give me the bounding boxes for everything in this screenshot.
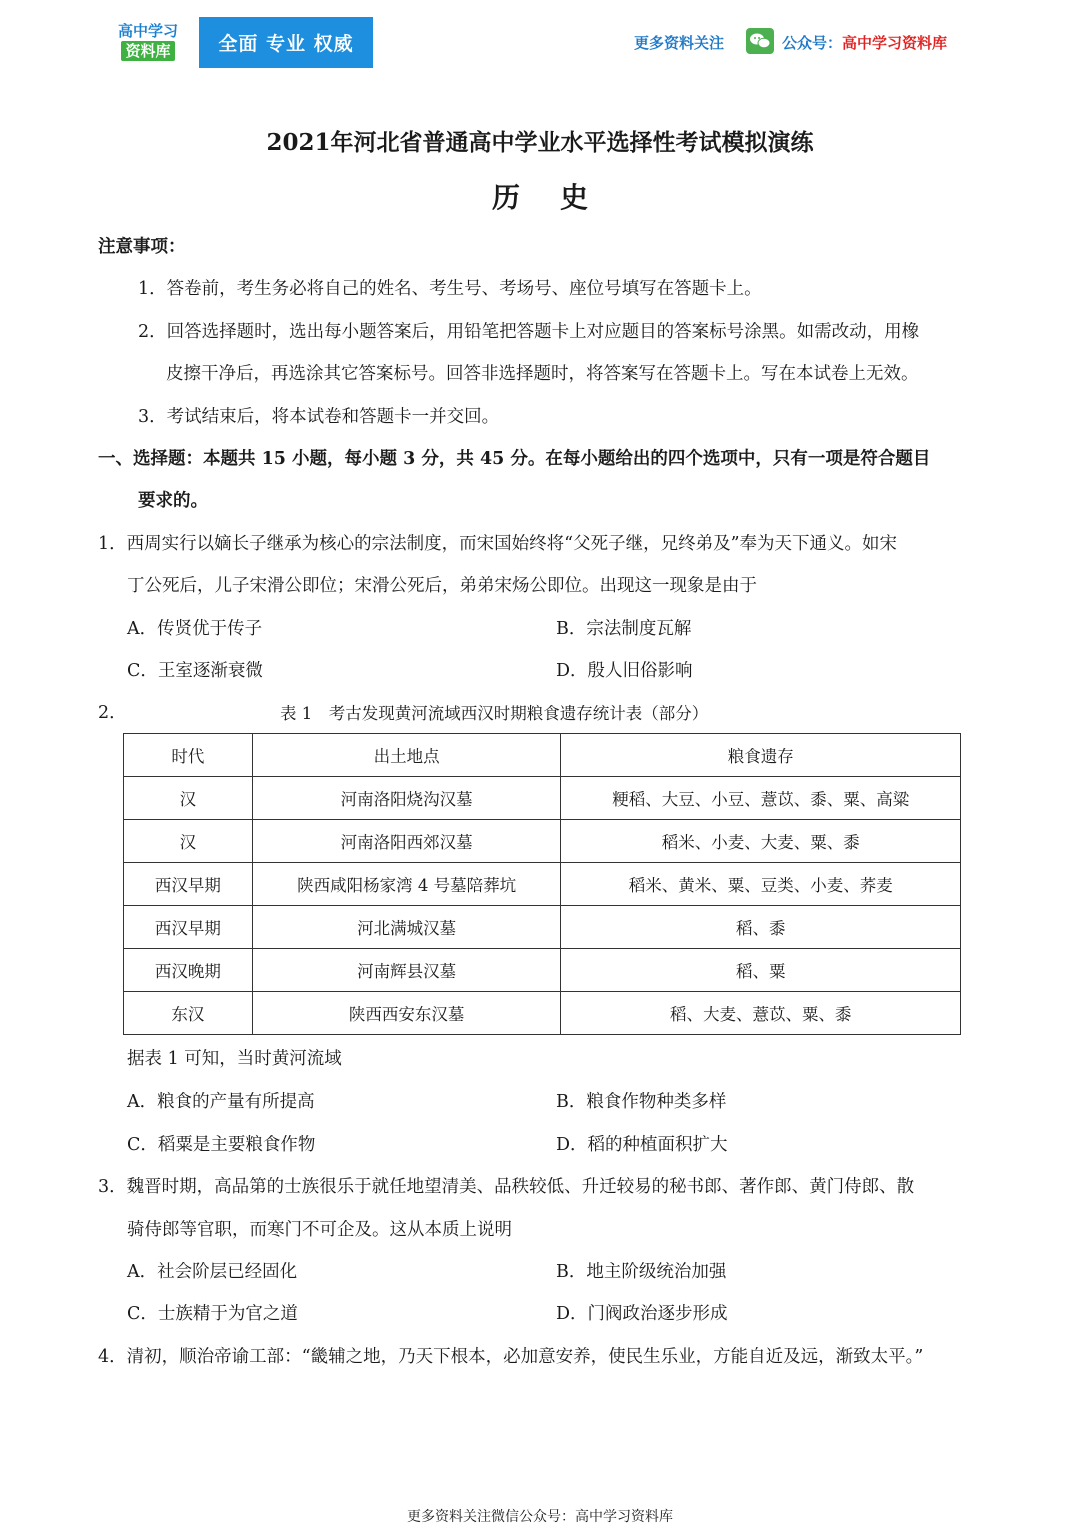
table-cell: 稻、黍 bbox=[561, 906, 961, 949]
table-row bbox=[124, 949, 961, 992]
follow-text: 更多资料关注 bbox=[634, 34, 725, 52]
notice-item-1: 1．答卷前，考生务必将自己的姓名、考生号、考场号、座位号填写在答题卡上。 bbox=[138, 279, 762, 299]
table-cell: 河南洛阳西郊汉墓 bbox=[252, 820, 561, 863]
account-name: 高中学习资料库 bbox=[842, 34, 948, 52]
q2-option-c: C．稻粟是主要粮食作物 bbox=[127, 1135, 316, 1155]
table-cell: 河南辉县汉墓 bbox=[252, 949, 561, 992]
slogan-banner: 全面 专业 权威 bbox=[199, 17, 373, 68]
table-cell: 稻米、小麦、大麦、粟、黍 bbox=[561, 820, 961, 863]
table-row bbox=[124, 777, 961, 820]
q3-option-a: A．社会阶层已经固化 bbox=[127, 1262, 298, 1282]
table-caption: 表 1 考古发现黄河流域西汉时期粮食遗存统计表（部分） bbox=[280, 704, 709, 723]
table-header-cell: 粮食遗存 bbox=[561, 734, 961, 777]
table-cell: 河南洛阳烧沟汉墓 bbox=[252, 777, 561, 820]
q2-stem: 据表 1 可知，当时黄河流域 bbox=[127, 1049, 342, 1069]
notice-item-2-line1: 2．回答选择题时，选出每小题答案后，用铅笔把答题卡上对应题目的答案标号涂黑。如需改动，用橡 bbox=[138, 322, 920, 342]
q3-stem-line2: 骑侍郎等官职，而寒门不可企及。这从本质上说明 bbox=[127, 1220, 512, 1240]
q2-number: 2． bbox=[98, 703, 127, 723]
table-row bbox=[124, 820, 961, 863]
table-cell: 稻米、黄米、粟、豆类、小麦、荞麦 bbox=[561, 863, 961, 906]
q3-option-d: D．门阀政治逐步形成 bbox=[556, 1304, 728, 1324]
table-header-cell: 出土地点 bbox=[252, 734, 561, 777]
notice-item-2-line2: 皮擦干净后，再选涂其它答案标号。回答非选择题时，将答案写在答题卡上。写在本试卷上无效。 bbox=[166, 364, 919, 384]
table-header-cell: 时代 bbox=[124, 734, 253, 777]
logo-text-top: 高中学习 bbox=[117, 22, 178, 40]
q3-stem-line1: 3．魏晋时期，高品第的士族很乐于就任地望清美、品秩较低、升迁较易的秘书郎、著作郎、黄门侍郎、散 bbox=[98, 1177, 915, 1197]
account-info bbox=[782, 32, 947, 53]
notice-item-3: 3．考试结束后，将本试卷和答题卡一并交回。 bbox=[138, 407, 500, 427]
table-cell: 河北满城汉墓 bbox=[252, 906, 561, 949]
notice-heading: 注意事项： bbox=[98, 237, 186, 257]
table-cell: 稻、粟 bbox=[561, 949, 961, 992]
site-logo bbox=[112, 18, 184, 64]
table-cell: 汉 bbox=[124, 820, 253, 863]
account-label: 公众号： bbox=[782, 34, 843, 52]
table-cell: 陕西咸阳杨家湾 4 号墓陪葬坑 bbox=[252, 863, 561, 906]
table-cell: 东汉 bbox=[124, 992, 253, 1035]
table-cell: 西汉早期 bbox=[124, 863, 253, 906]
exam-title: 2021年河北省普通高中学业水平选择性考试模拟演练 bbox=[266, 129, 814, 156]
q1-option-b: B．宗法制度瓦解 bbox=[556, 619, 692, 639]
table-cell: 稻、大麦、薏苡、粟、黍 bbox=[561, 992, 961, 1035]
q1-option-c: C．王室逐渐衰微 bbox=[127, 661, 263, 681]
q2-option-b: B．粮食作物种类多样 bbox=[556, 1092, 727, 1112]
q2-option-d: D．稻的种植面积扩大 bbox=[556, 1135, 728, 1155]
table-header-row bbox=[124, 734, 961, 777]
q1-stem-line1: 1．西周实行以嫡长子继承为核心的宗法制度，而宋国始终将“父死子继，兄终弟及”奉为天下通义。如宋 bbox=[98, 534, 898, 554]
q3-option-c: C．士族精于为官之道 bbox=[127, 1304, 298, 1324]
table-cell: 陕西西安东汉墓 bbox=[252, 992, 561, 1035]
grain-table bbox=[123, 733, 961, 1035]
q1-stem-line2: 丁公死后，儿子宋滑公即位；宋滑公死后，弟弟宋炀公即位。出现这一现象是由于 bbox=[127, 576, 757, 596]
q3-option-b: B．地主阶级统治加强 bbox=[556, 1262, 727, 1282]
wechat-icon bbox=[746, 28, 774, 54]
section-heading-line2: 要求的。 bbox=[138, 491, 208, 511]
table-row bbox=[124, 863, 961, 906]
table-cell: 粳稻、大豆、小豆、薏苡、黍、粟、高粱 bbox=[561, 777, 961, 820]
subject-title: 历史 bbox=[491, 181, 628, 214]
table-row bbox=[124, 906, 961, 949]
q1-option-a: A．传贤优于传子 bbox=[127, 619, 263, 639]
table-cell: 西汉早期 bbox=[124, 906, 253, 949]
q4-stem-line1: 4．清初，顺治帝谕工部：“畿辅之地，乃天下根本，必加意安养，使民生乐业，方能自近及远，渐致太平。” bbox=[98, 1347, 924, 1367]
q1-option-d: D．殷人旧俗影响 bbox=[556, 661, 693, 681]
table-cell: 汉 bbox=[124, 777, 253, 820]
table-cell: 西汉晚期 bbox=[124, 949, 253, 992]
page-footer: 更多资料关注微信公众号：高中学习资料库 bbox=[407, 1509, 673, 1525]
section-heading-line1: 一、选择题：本题共 15 小题，每小题 3 分，共 45 分。在每小题给出的四个选项中，只有一项是符合题目 bbox=[98, 449, 931, 469]
logo-text-bottom: 资料库 bbox=[121, 41, 174, 61]
q2-option-a: A．粮食的产量有所提高 bbox=[127, 1092, 315, 1112]
table-row bbox=[124, 992, 961, 1035]
